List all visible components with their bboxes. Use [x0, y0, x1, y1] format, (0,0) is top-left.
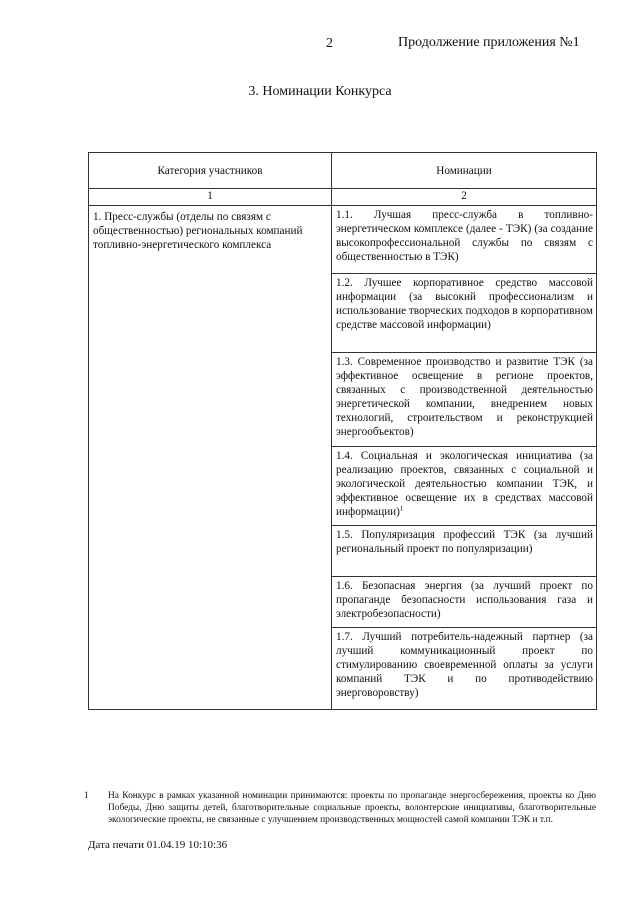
category-cell: 1. Пресс-службы (отделы по связям с общественностью) региональных компаний топливно-энергетического комплекса: [89, 206, 332, 710]
nominations-cell: [332, 206, 597, 710]
appendix-note: Продолжение приложения №1: [398, 35, 580, 50]
table-row: [89, 206, 597, 710]
nomination-item: 1.3. Современное производство и развитие ТЭК (за эффективное освещение в регионе проектов, связанных с производственной деятельностью энергетической компании, внедрением новых технологий, строительством и реконструкцией энергообъектов): [332, 353, 596, 447]
nomination-item: 1.2. Лучшее корпоративное средство массовой информации (за высокий профессионализм и использование творческих подходов в корпоративном средстве массовой информации): [332, 274, 596, 353]
column-number-2: 2: [332, 189, 597, 206]
header-nominations: Номинации: [332, 153, 597, 189]
footnote-ref: 1: [399, 504, 404, 513]
footnote: [84, 790, 596, 826]
footnote-text: На Конкурс в рамках указанной номинации принимаются: проекты по пропаганде энергосбережения, проекты ко Дню Победы, Дню защиты детей, благотворительные социальные проекты, волонтерские инициативы, благотворительные экологические проекты, не связанные с улучшением производственных мощностей самой компании ТЭК и т.п.: [108, 791, 596, 825]
page-number: 2: [326, 36, 333, 51]
table-header-row: [89, 153, 597, 189]
footnote-marker: 1: [84, 791, 89, 801]
nomination-item: 1.6. Безопасная энергия (за лучший проект по пропаганде безопасности использования газа и электробезопасности): [332, 577, 596, 628]
nomination-text: 1.4. Социальная и экологическая инициатива (за реализацию проектов, связанных с социальной и экологической деятельностью компании ТЭК, и эффективное освещение их в средствах массовой информации): [336, 450, 593, 518]
header-category: Категория участников: [89, 153, 332, 189]
column-number-row: [89, 189, 597, 206]
nominations-table: [88, 152, 597, 710]
section-title: 3. Номинации Конкурса: [248, 84, 392, 99]
nomination-item: 1.1. Лучшая пресс-служба в топливно-энергетическом комплексе (далее - ТЭК) (за создание высокопрофессиональной службы по связям с общественностью в ТЭК): [332, 206, 596, 274]
nomination-item: 1.7. Лучший потребитель-надежный партнер (за лучший коммуникационный проект по стимулированию своевременной оплаты за услуги компаний ТЭК и по противодействию энерговоровству): [336, 631, 593, 699]
nomination-item-with-footnote: [332, 447, 596, 526]
print-date: Дата печати 01.04.19 10:10:36: [88, 839, 228, 851]
column-number-1: 1: [89, 189, 332, 206]
nomination-item: 1.5. Популяризация профессий ТЭК (за лучший региональный проект по популяризации): [332, 526, 596, 577]
